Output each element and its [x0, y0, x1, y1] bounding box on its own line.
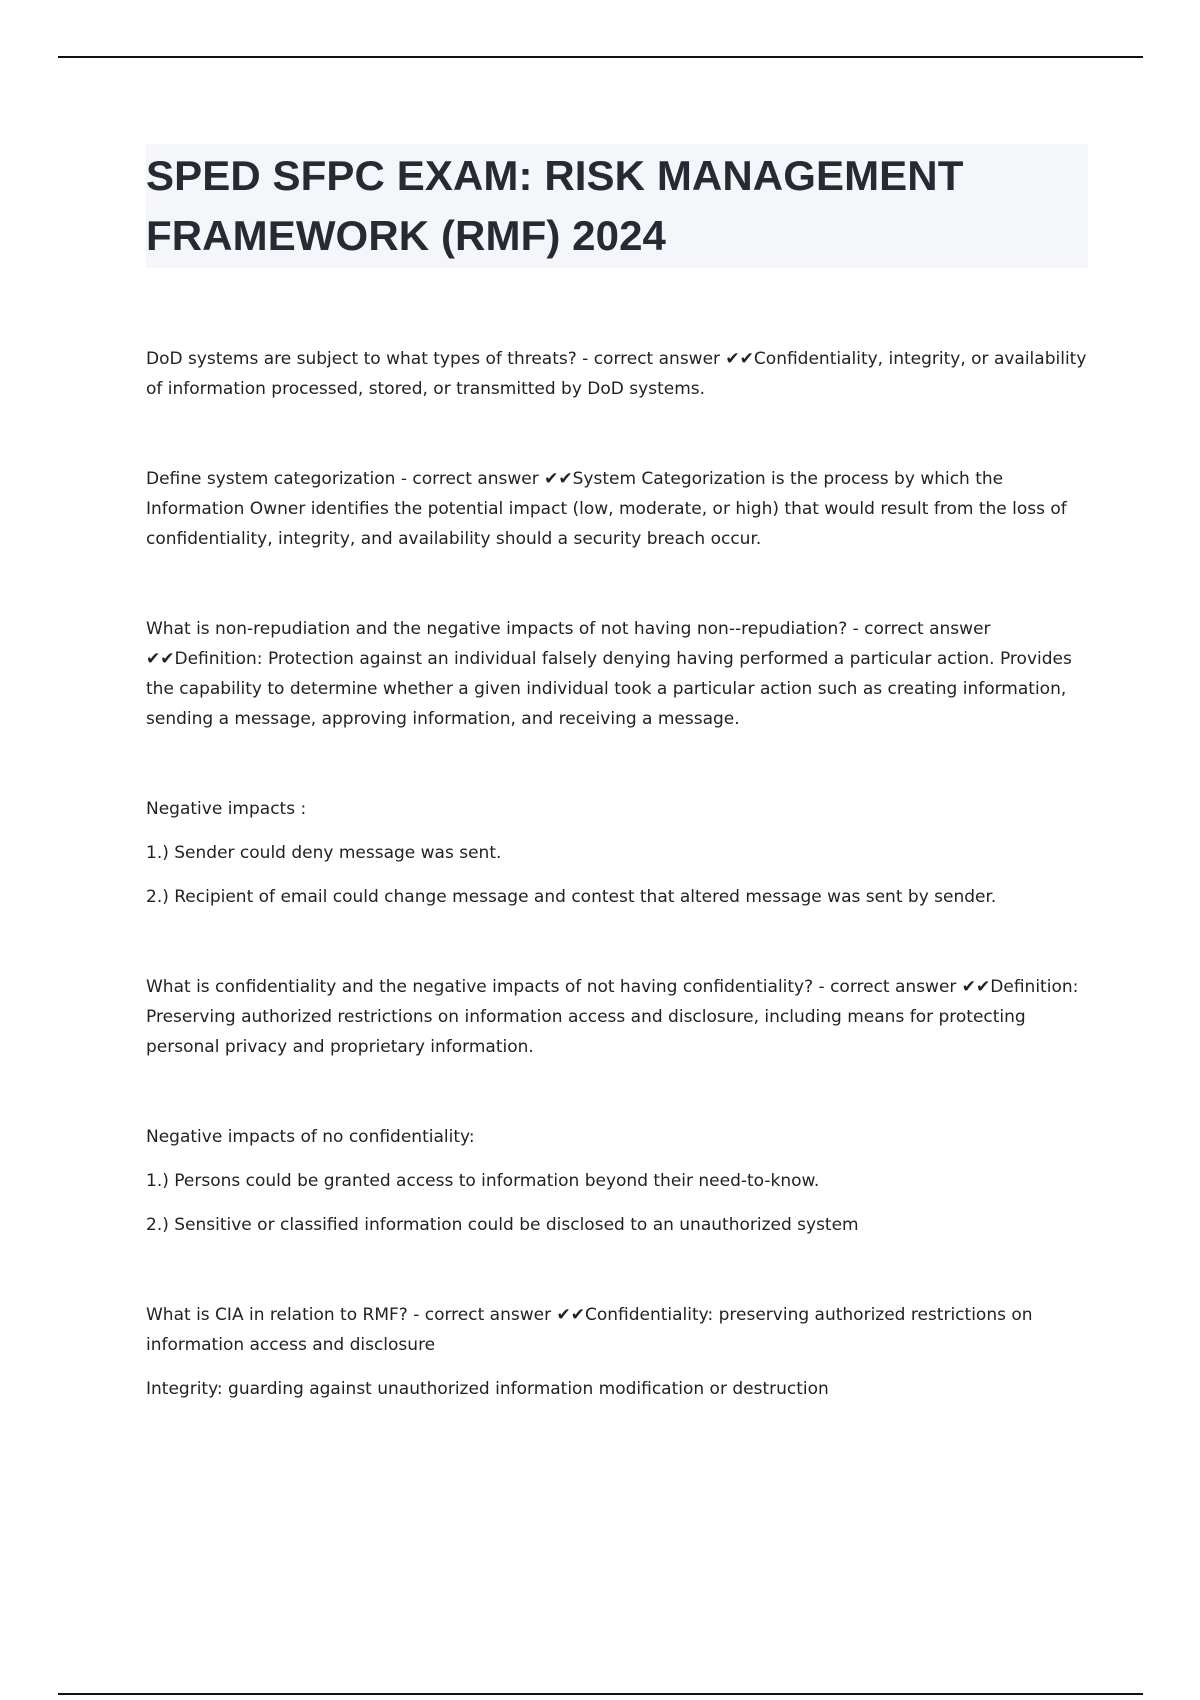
bottom-rule [58, 1693, 1143, 1695]
document-body [146, 344, 1092, 1404]
confidentiality-negative-item-1: 1.) Persons could be granted access to information beyond their need-to-know. [146, 1171, 820, 1191]
non-repudiation-negative-item-2: 2.) Recipient of email could change message and contest that altered message was sent by sender. [146, 887, 997, 907]
question-non-repudiation: What is non-repudiation and the negative impacts of not having non--repudiation? - correct answer ✔✔Definition: Protection against an individual falsely denying having performed a particular action. Provides the capability to determine whether a given individual took a particular action such as creating information, sending a message, approving information, and receiving a message. [146, 619, 1072, 729]
top-rule [58, 56, 1143, 58]
cia-integrity: Integrity: guarding against unauthorized information modification or destruction [146, 1379, 829, 1399]
question-cia: What is CIA in relation to RMF? - correct answer ✔✔Confidentiality: preserving authorized restrictions on information access and disclosure [146, 1305, 1033, 1355]
question-threats: DoD systems are subject to what types of threats? - correct answer ✔✔Confidentiality, integrity, or availability of information processed, stored, or transmitted by DoD systems. [146, 349, 1087, 399]
non-repudiation-negative-item-1: 1.) Sender could deny message was sent. [146, 843, 502, 863]
question-system-categorization: Define system categorization - correct answer ✔✔System Categorization is the process by which the Information Owner identifies the potential impact (low, moderate, or high) that would result from the loss of confidentiality, integrity, and availability should a security breach occur. [146, 469, 1067, 549]
non-repudiation-negative-heading: Negative impacts : [146, 799, 307, 819]
question-confidentiality: What is confidentiality and the negative impacts of not having confidentiality? - correct answer ✔✔Definition: Preserving authorized restrictions on information access and disclosure, including means for protecting personal privacy and proprietary information. [146, 977, 1079, 1057]
document-title: SPED SFPC EXAM: RISK MANAGEMENT FRAMEWORK (RMF) 2024 [146, 152, 964, 259]
title-block [146, 144, 1088, 268]
confidentiality-negative-item-2: 2.) Sensitive or classified information could be disclosed to an unauthorized system [146, 1215, 859, 1235]
confidentiality-negative-heading: Negative impacts of no confidentiality: [146, 1127, 475, 1147]
